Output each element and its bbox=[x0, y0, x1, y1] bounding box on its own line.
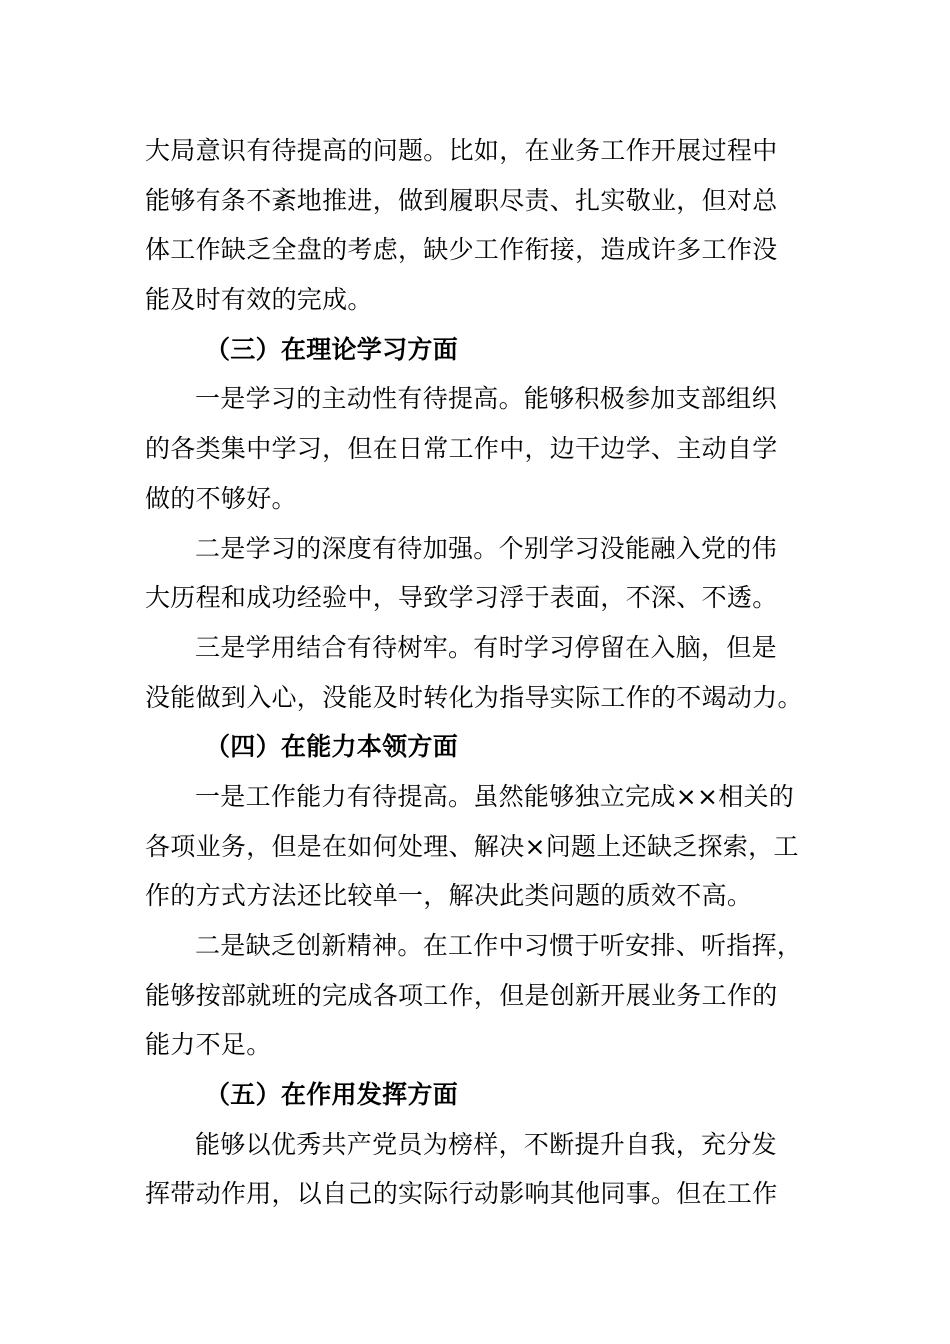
paragraph-line: 能力不足。 bbox=[145, 1030, 272, 1060]
paragraph-line: 能够以优秀共产党员为榜样，不断提升自我，充分发 bbox=[195, 1129, 777, 1159]
paragraph-line: 挥带动作用，以自己的实际行动影响其他同事。但在工作 bbox=[145, 1179, 778, 1209]
section-heading-3: （三）在理论学习方面 bbox=[205, 334, 459, 364]
paragraph-line: 没能做到入心，没能及时转化为指导实际工作的不竭动力。 bbox=[145, 682, 803, 712]
paragraph-line: 做的不够好。 bbox=[145, 483, 297, 513]
paragraph-line: 体工作缺乏全盘的考虑，缺少工作衔接，造成许多工作没 bbox=[145, 235, 778, 265]
paragraph-line: 作的方式方法还比较单一，解决此类问题的质效不高。 bbox=[145, 881, 753, 911]
paragraph-line: 能够有条不紊地推进，做到履职尽责、扎实敬业，但对总 bbox=[145, 185, 778, 215]
paragraph-line: 一是学习的主动性有待提高。能够积极参加支部组织 bbox=[195, 384, 777, 414]
paragraph-line: 能够按部就班的完成各项工作，但是创新开展业务工作的 bbox=[145, 980, 778, 1010]
document-body bbox=[145, 126, 810, 1219]
paragraph-line: 二是缺乏创新精神。在工作中习惯于听安排、听指挥， bbox=[195, 931, 803, 960]
section-heading-5: （五）在作用发挥方面 bbox=[205, 1080, 459, 1110]
paragraph-line: 大历程和成功经验中，导致学习浮于表面，不深、不透。 bbox=[145, 583, 778, 613]
paragraph-line: 二是学习的深度有待加强。个别学习没能融入党的伟 bbox=[195, 533, 777, 563]
paragraph-line: 能及时有效的完成。 bbox=[145, 285, 373, 315]
paragraph-line: 三是学用结合有待树牢。有时学习停留在入脑，但是 bbox=[195, 632, 777, 662]
paragraph-line: 一是工作能力有待提高。虽然能够独立完成××相关的 bbox=[195, 781, 795, 811]
paragraph-line: 的各类集中学习，但在日常工作中，边干边学、主动自学 bbox=[145, 434, 778, 464]
paragraph-line: 大局意识有待提高的问题。比如，在业务工作开展过程中 bbox=[145, 136, 778, 165]
section-heading-4: （四）在能力本领方面 bbox=[205, 732, 459, 762]
paragraph-line: 各项业务，但是在如何处理、解决×问题上还缺乏探索，工 bbox=[145, 831, 799, 861]
